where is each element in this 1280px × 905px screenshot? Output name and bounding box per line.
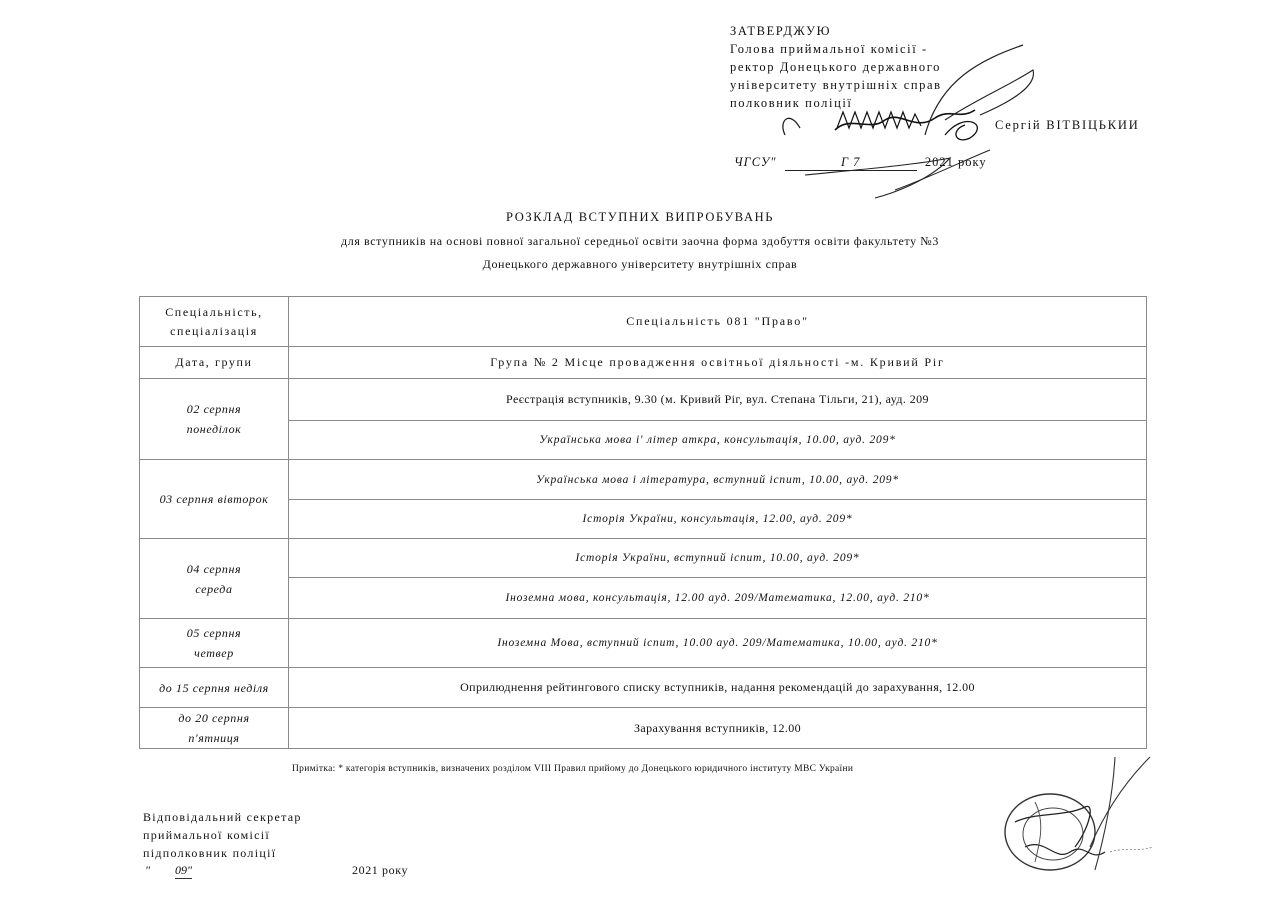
secretary-date-year: 2021 року xyxy=(352,863,409,877)
secretary-date xyxy=(145,863,192,879)
date-cell xyxy=(140,460,289,539)
date-cell xyxy=(140,539,289,619)
event-cell: Українська мова і література, вступний іспит, 10.00, ауд. 209* xyxy=(289,460,1147,500)
schedule-table xyxy=(139,296,1147,749)
event-cell: Історія України, вступний іспит, 10.00, ауд. 209* xyxy=(289,539,1147,578)
date-cell xyxy=(140,708,289,749)
table-row xyxy=(140,460,1147,500)
date-line1: 04 серпня xyxy=(186,561,242,576)
date-line1: 02 серпня xyxy=(186,402,242,416)
date-line2: четвер xyxy=(194,646,234,660)
table-row xyxy=(140,619,1147,668)
table-row xyxy=(140,578,1147,619)
secretary-date-quote: " xyxy=(145,863,151,877)
approval-signatory-name: Сергій ВІТВІЦЬКИИ xyxy=(995,118,1140,132)
date-line1: 05 серпня xyxy=(186,626,242,640)
date-line2: п'ятниця xyxy=(188,731,240,745)
secretary-block xyxy=(143,808,302,862)
date-cell xyxy=(140,379,289,460)
event-cell: Іноземна Мова, вступний іспит, 10.00 ауд. 209/Математика, 10.00, ауд. 210* xyxy=(289,619,1147,668)
date-line2: середа xyxy=(195,581,233,596)
approval-date-prefix: ЧГСУ" xyxy=(734,155,777,169)
specialty-label-line2: спеціалізація xyxy=(170,323,258,338)
table-row xyxy=(140,668,1147,708)
groups-label-cell: Дата, групи xyxy=(140,347,289,379)
table-row xyxy=(140,500,1147,539)
document-title: РОЗКЛАД ВСТУПНИХ ВИПРОБУВАНЬ xyxy=(506,210,774,224)
approval-position-3: університету внутрішніх справ xyxy=(730,78,942,92)
event-cell: Історія України, консультація, 12.00, ауд. 209* xyxy=(289,500,1147,539)
date-line2: понеділок xyxy=(186,422,242,436)
footnote: Примітка: * категорія вступників, визначених розділом VIII Правил прийому до Донецького юридичного інституту МВС України xyxy=(292,764,854,774)
event-cell: Українська мова і' літер аткра, консультація, 10.00, ауд. 209* xyxy=(289,421,1147,460)
date-line1: 03 серпня вівторок xyxy=(159,492,269,506)
date-cell xyxy=(140,619,289,668)
approval-rank: полковник поліції xyxy=(730,96,853,110)
date-line1: до 20 серпня xyxy=(178,711,250,725)
date-line1: до 15 серпня неділя xyxy=(159,680,269,695)
event-cell: Реєстрація вступників, 9.30 (м. Кривий Ріг, вул. Степана Тільги, 21), ауд. 209 xyxy=(289,379,1147,421)
specialty-label-cell xyxy=(140,297,289,347)
approval-position-1: Голова приймальної комісії - xyxy=(730,42,928,56)
table-row xyxy=(140,539,1147,578)
document-subtitle-2: Донецького державного університету внутрішніх справ xyxy=(482,257,798,271)
approval-date-handwritten: Г 7 xyxy=(785,155,917,171)
secretary-line1: Відповідальний секретар xyxy=(143,810,302,824)
approval-date-year: 2021 року xyxy=(924,155,987,169)
secretary-line3: підполковник поліції xyxy=(143,846,277,860)
event-cell: Іноземна мова, консультація, 12.00 ауд. 209/Математика, 12.00, ауд. 210* xyxy=(289,578,1147,619)
document-subtitle-1: для вступників на основі повної загальної середньої освіти заочна форма здобуття освіти факультету №3 xyxy=(341,234,939,248)
approval-position-2: ректор Донецького державного xyxy=(730,60,941,74)
date-cell xyxy=(140,668,289,708)
specialty-label-line1: Спеціальність, xyxy=(165,304,263,319)
table-row xyxy=(140,379,1147,421)
groups-value-cell: Група № 2 Місце провадження освітньої діяльності -м. Кривий Ріг xyxy=(289,347,1147,379)
rector-signature-image xyxy=(775,40,1040,200)
table-row xyxy=(140,708,1147,749)
secretary-signature-image xyxy=(995,752,1155,882)
table-header-row xyxy=(140,297,1147,347)
event-cell: Оприлюднення рейтингового списку вступників, надання рекомендацій до зарахування, 12.00 xyxy=(289,668,1147,708)
event-cell: Зарахування вступників, 12.00 xyxy=(289,708,1147,749)
secretary-date-day: 09" xyxy=(175,863,193,877)
secretary-line2: приймальної комісії xyxy=(143,828,271,842)
groups-row xyxy=(140,347,1147,379)
specialty-value-cell: Спеціальність 081 "Право" xyxy=(289,297,1147,347)
approval-heading: ЗАТВЕРДЖУЮ xyxy=(730,24,832,38)
table-row xyxy=(140,421,1147,460)
